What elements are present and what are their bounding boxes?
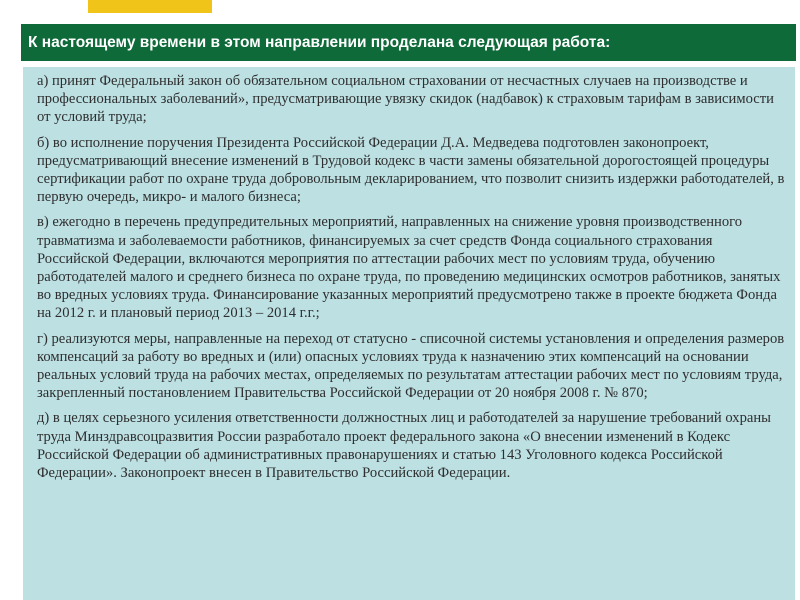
header-title: К настоящему времени в этом направлении проделана следующая работа: xyxy=(28,33,611,51)
list-item-a: а) принят Федеральный закон об обязательном социальном страховании от несчастных случаев на производстве и профессиональных заболеваний», предусматривающие увязку скидок (надбавок) к страховым тарифам в зависимости от условий труда; xyxy=(37,73,774,126)
list-item-d: г) реализуются меры, направленные на переход от статусно - списочной системы установления и определения размеров компенсаций за работу во вредных и (или) опасных условиях труда к назначению этих компенсаций на основании реальных условий труда на рабочих местах, определяемых по результатам аттестации рабочих мест по условиям труда, закрепленный постановлением Правительства Российской Федерации от 20 ноября 2008 г. № 870; xyxy=(37,330,785,402)
list-item-b: б) во исполнение поручения Президента Российской Федерации Д.А. Медведева подготовлен законопроект, предусматривающий внесение изменений в Трудовой кодекс в части замены обязательной дорогостоящей процедуры сертификации работ по охране труда добровольным декларированием, что позволит снизить издержки работодателей, в первую очередь, микро- и малого бизнеса; xyxy=(37,134,785,206)
list-item-c: в) ежегодно в перечень предупредительных мероприятий, направленных на снижение уровня производственного травматизма и заболеваемости работников, финансируемых за счет средств Фонда социального страхования Российской Федерации, включаются мероприятия по аттестации рабочих мест по условиям труда, обучению работодателей малого и среднего бизнеса по охране труда, по проведению медицинских осмотров работников, занятых во вредных условиях труда. Финансирование указанных мероприятий предусмотрено также в проекте бюджета Фонда на 2012 г. и плановый период 2013 – 2014 г.г.; xyxy=(37,214,781,322)
header-bar xyxy=(21,24,796,61)
content-box xyxy=(23,67,795,600)
accent-block xyxy=(88,0,212,13)
list-item-e: д) в целях серьезного усиления ответственности должностных лиц и работодателей за нарушение требований охраны труда Минздравсоцразвития России разработало проект федерального закона «О внесении изменений в Кодекс Российской Федерации об административных правонарушениях и статью 143 Уголовного кодекса Российской Федерации». Законопроект внесен в Правительство Российской Федерации. xyxy=(37,410,771,482)
